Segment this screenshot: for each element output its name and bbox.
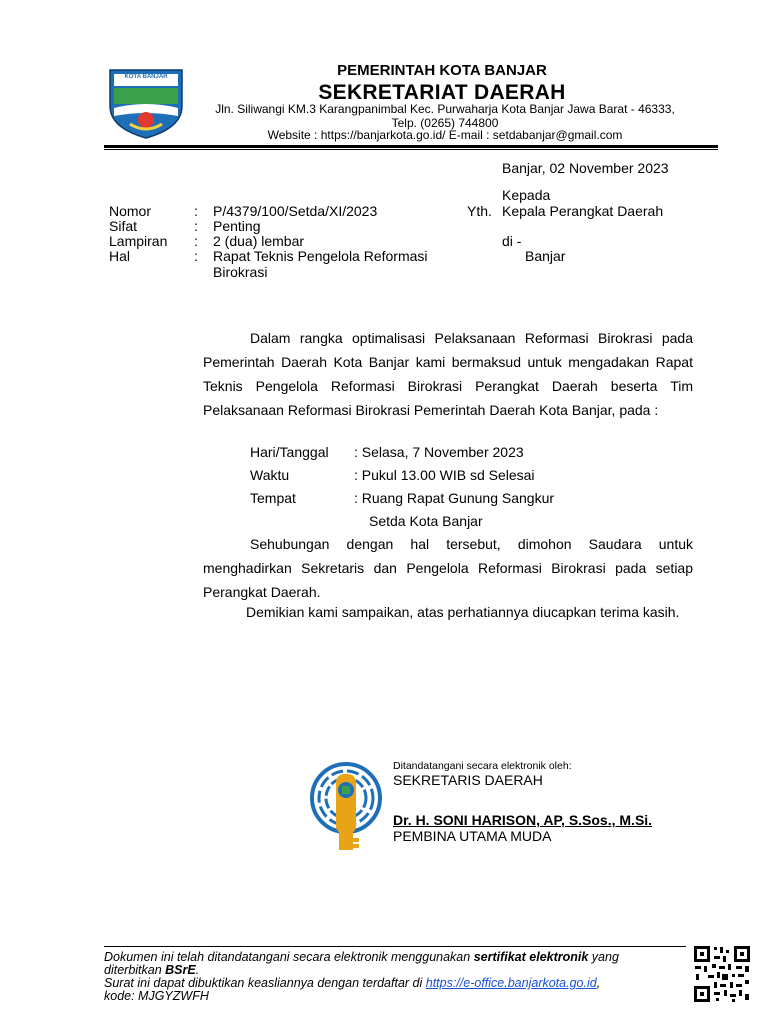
body-paragraph-2: Sehubungan dengan hal tersebut, dimohon Saudara untuk menghadirkan Sekretaris dan Pengelola Reformasi Birokrasi pada setiap Perangkat Daerah. [203, 536, 693, 600]
phone: Telp. (0265) 744800 [391, 116, 499, 130]
recipient-kepada: Kepada [502, 187, 551, 203]
detail-label: Tempat [250, 490, 296, 506]
footer-code: kode: MJGYZWFH [104, 989, 209, 1003]
qr-code-icon [692, 944, 752, 1004]
web-email: Website : https://banjarkota.go.id/ E-mail : setdabanjar@gmail.com [267, 128, 623, 142]
label-sifat: Sifat [109, 218, 138, 234]
detail-label: Waktu [250, 467, 290, 483]
colon: : [194, 233, 198, 249]
signer-name: Dr. H. SONI HARISON, AP, S.Sos., M.Si. [393, 812, 653, 828]
colon: : [194, 203, 198, 219]
value-lampiran: 2 (dua) lembar [213, 233, 305, 249]
body-paragraph-3: Demikian kami sampaikan, atas perhatiannya diucapkan terima kasih. [246, 604, 680, 620]
value-hal-cont: Birokrasi [213, 264, 268, 280]
footer-text: diterbitkan [104, 963, 166, 977]
footer-text: Dokumen ini telah ditandatangani secara elektronik menggunakan [104, 950, 474, 964]
signer-position: SEKRETARIS DAERAH [393, 772, 543, 788]
detail-value: : Pukul 13.00 WIB sd Selesai [354, 467, 535, 483]
footer-bold: sertifikat elektronik [473, 950, 589, 964]
letter-date: Banjar, 02 November 2023 [502, 160, 669, 176]
detail-place-cont: Setda Kota Banjar [369, 513, 483, 529]
footer-text: Surat ini dapat dibuktikan keasliannya dengan terdaftar di [104, 976, 426, 990]
label-lampiran: Lampiran [109, 233, 168, 249]
detail-label: Hari/Tanggal [250, 444, 329, 460]
colon: : [194, 218, 198, 234]
address: Jln. Siliwangi KM.3 Karangpanimbal Kec. Purwaharja Kota Banjar Jawa Barat - 46333, [215, 102, 675, 116]
footer-text: yang [588, 950, 619, 964]
recipient-yth: Yth. [467, 203, 492, 219]
detail-value: : Selasa, 7 November 2023 [354, 444, 524, 460]
footer-bold: BSrE [165, 963, 196, 977]
signed-by-note: Ditandatangani secara elektronik oleh: [393, 760, 572, 772]
footer-note [104, 946, 686, 1007]
verification-link[interactable]: https://e-office.banjarkota.go.id [425, 976, 597, 990]
value-sifat: Penting [213, 218, 261, 234]
recipient-place: Banjar [525, 248, 566, 264]
label-nomor: Nomor [109, 203, 152, 219]
header-rule [104, 145, 718, 148]
value-hal: Rapat Teknis Pengelola Reformasi [213, 248, 428, 264]
body-paragraph-1: Dalam rangka optimalisasi Pelaksanaan Reformasi Birokrasi pada Pemerintah Daerah Kota Banjar kami bermaksud untuk mengadakan Rapat Teknis Pengelola Reformasi Birokrasi Perangkat Daerah beserta Tim Pelaksanaan Reformasi Birokrasi Pemerintah Daerah Kota Banjar, pada : [203, 330, 693, 418]
colon: : [194, 248, 198, 264]
header-rule-thin [104, 149, 718, 150]
bsre-seal-icon [306, 760, 386, 856]
recipient-di: di - [502, 233, 522, 249]
value-nomor: P/4379/100/Setda/XI/2023 [213, 203, 378, 219]
footer-text: , [596, 976, 601, 990]
detail-value: : Ruang Rapat Gunung Sangkur [354, 490, 555, 506]
institution-name: PEMERINTAH KOTA BANJAR [337, 62, 547, 79]
label-hal: Hal [109, 248, 131, 264]
recipient-name: Kepala Perangkat Daerah [502, 203, 664, 219]
office-name: SEKRETARIAT DAERAH [318, 81, 566, 104]
signer-rank: PEMBINA UTAMA MUDA [393, 828, 552, 844]
logo-text: KOTA BANJAR [124, 74, 168, 80]
footer-text: . [195, 963, 200, 977]
